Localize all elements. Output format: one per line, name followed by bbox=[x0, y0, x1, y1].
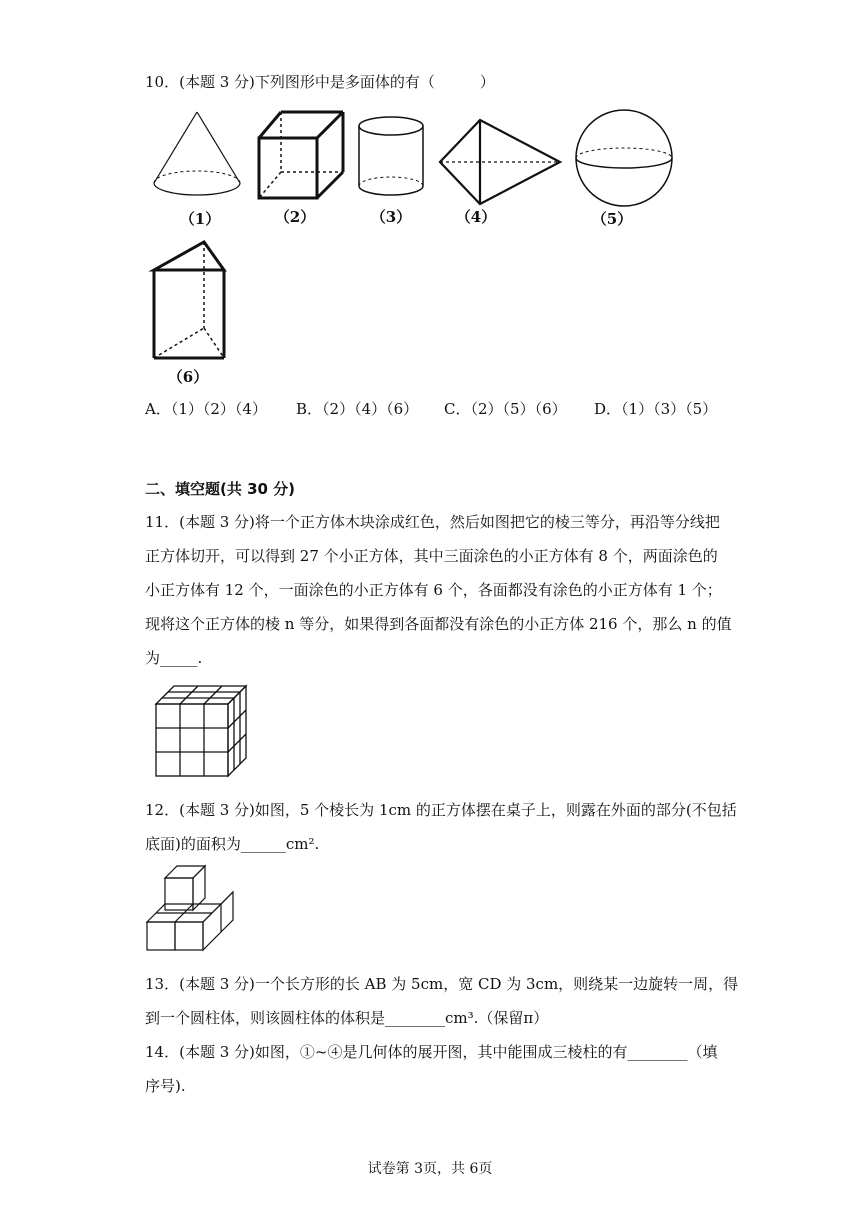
option-c: C．（2）（5）（6） bbox=[444, 400, 567, 418]
option-b: B．（2）（4）（6） bbox=[296, 400, 419, 418]
q12-line-1: 12．(本题 3 分)如图，5 个棱长为 1cm 的正方体摆在桌子上，则露在外面的部分(不包括 bbox=[145, 801, 737, 819]
q11-line-1: 11．(本题 3 分)将一个正方体木块涂成红色，然后如图把它的棱三等分，再沿等分线把 bbox=[145, 513, 720, 531]
q12-line-2: 底面)的面积为______cm². bbox=[145, 835, 320, 853]
divided-cube-figure bbox=[154, 684, 256, 780]
cylinder-figure bbox=[355, 112, 430, 230]
q11-line-3: 小正方体有 12 个，一面涂色的小正方体有 6 个，各面都没有涂色的小正方体有 1 个； bbox=[145, 581, 722, 599]
bipyramid-figure bbox=[436, 116, 566, 230]
figure-label-6: （6） bbox=[167, 368, 209, 386]
q14-line-2: 序号). bbox=[145, 1077, 186, 1095]
cone-figure bbox=[150, 110, 245, 230]
q11-line-4: 现将这个正方体的棱 n 等分，如果得到各面都没有涂色的小正方体 216 个，那么 n 的值 bbox=[145, 615, 732, 633]
figure-label-4: （4） bbox=[455, 208, 497, 226]
stacked-cubes-icon bbox=[145, 860, 241, 954]
figure-label-2: （2） bbox=[274, 208, 316, 226]
q11-line-5: 为_____. bbox=[145, 649, 203, 667]
figure-label-5: （5） bbox=[591, 210, 633, 228]
section-title: 二、填空题(共 30 分) bbox=[145, 480, 296, 498]
figure-label-3: （3） bbox=[370, 208, 412, 226]
divided-cube-icon bbox=[154, 684, 256, 780]
option-a: A．（1）（2）（4） bbox=[145, 400, 267, 418]
q13-line-1: 13．(本题 3 分)一个长方形的长 AB 为 5cm，宽 CD 为 3cm，则绕某一边旋转一周，得 bbox=[145, 975, 739, 993]
q11-line-2: 正方体切开，可以得到 27 个小正方体，其中三面涂色的小正方体有 8 个，两面涂色的 bbox=[145, 547, 718, 565]
cube-figure bbox=[255, 108, 350, 230]
q13-line-2: 到一个圆柱体，则该圆柱体的体积是________cm³.（保留π） bbox=[145, 1009, 549, 1027]
option-d: D．（1）（3）（5） bbox=[594, 400, 718, 418]
stacked-cubes-figure bbox=[145, 860, 241, 954]
prism-figure bbox=[148, 240, 233, 388]
q10-stem: 10．(本题 3 分)下列图形中是多面体的有（ ） bbox=[145, 73, 495, 91]
page-footer: 试卷第 3页，共 6页 bbox=[367, 1161, 493, 1177]
sphere-figure bbox=[572, 114, 678, 230]
figure-label-1: （1） bbox=[179, 210, 221, 228]
q14-line-1: 14．(本题 3 分)如图，①~④是几何体的展开图，其中能围成三棱柱的有________（填 bbox=[145, 1043, 718, 1061]
